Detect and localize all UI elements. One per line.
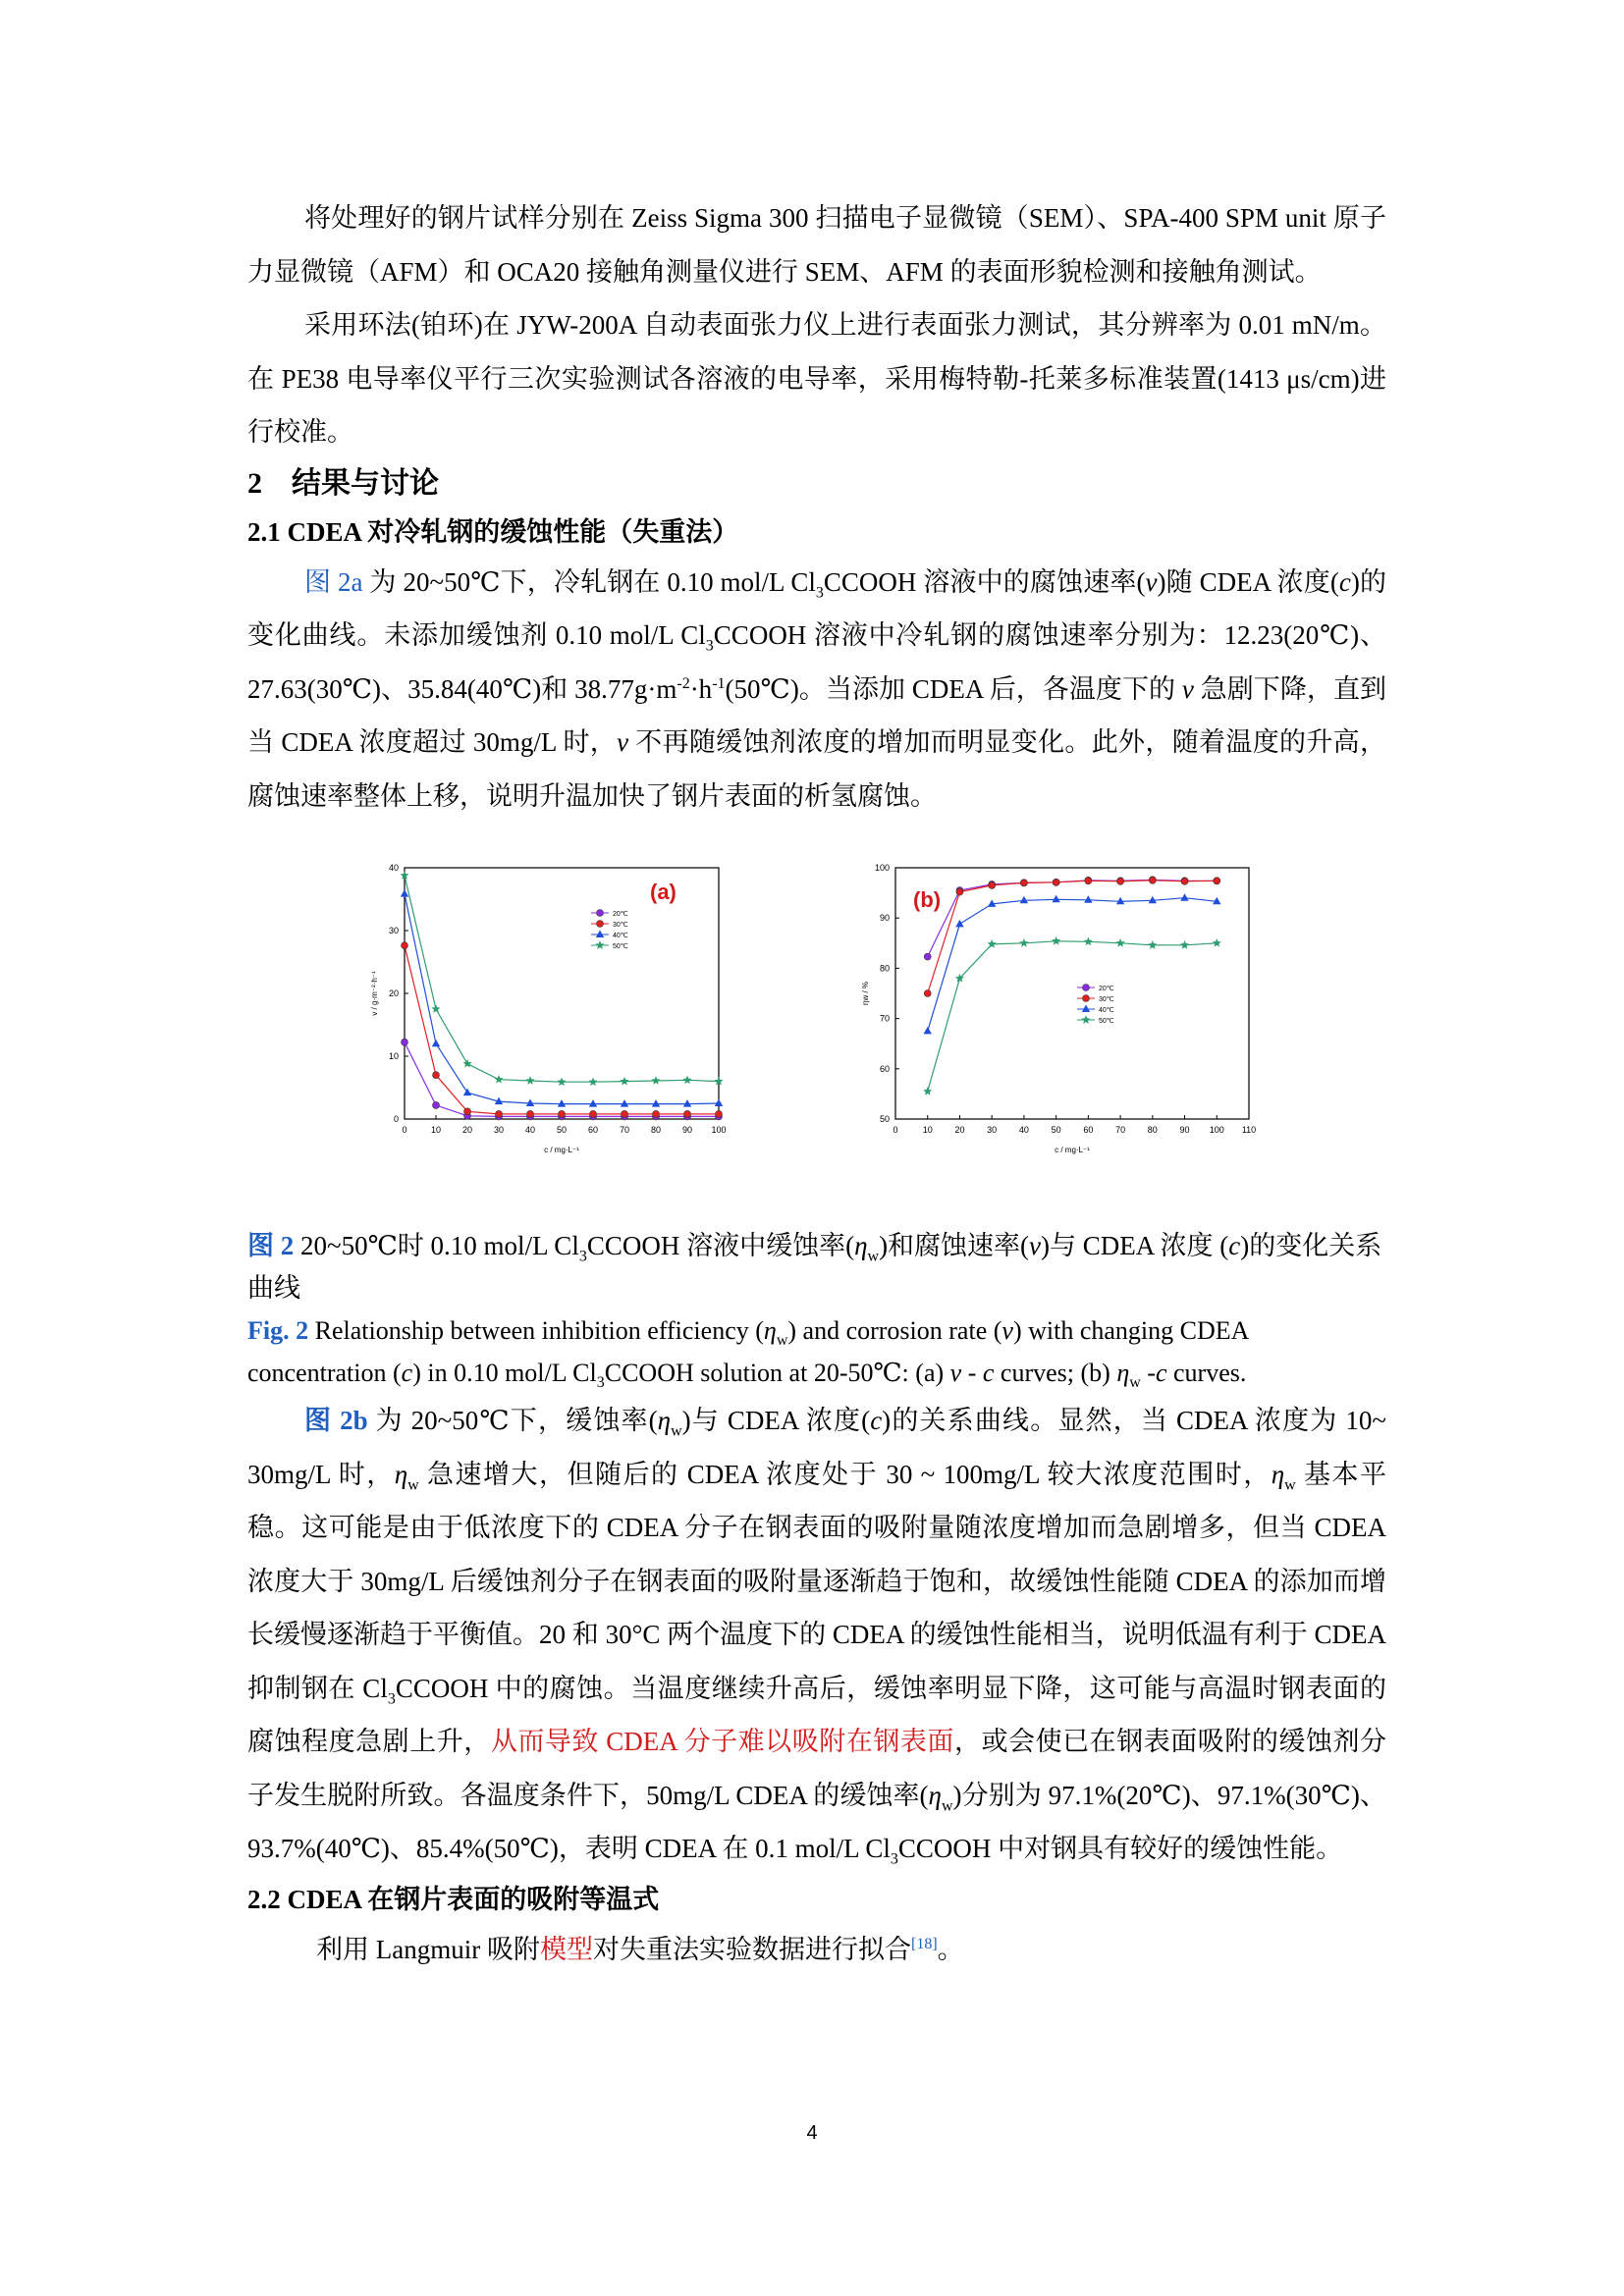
data-point xyxy=(494,1075,503,1084)
data-point xyxy=(651,1076,660,1085)
data-point xyxy=(402,942,408,949)
legend-marker xyxy=(1081,1015,1090,1024)
data-point xyxy=(433,1101,440,1108)
y-axis-label: v / g·m⁻²·h⁻¹ xyxy=(370,971,379,1016)
page-content xyxy=(247,191,1386,1976)
data-point xyxy=(496,1110,503,1117)
legend xyxy=(1077,985,1114,1026)
series-line-40℃ xyxy=(405,894,719,1104)
data-point xyxy=(989,881,996,888)
data-point xyxy=(653,1110,660,1117)
x-tick-label: 50 xyxy=(556,1125,568,1135)
legend-label: 20℃ xyxy=(1099,986,1114,992)
section-heading-results: 2 结果与讨论 xyxy=(247,466,439,500)
data-point xyxy=(1116,897,1124,905)
figure-caption-en: Fig. 2 Relationship between inhibition efficiency $(\eta_w)$ and corrosion rate (v) with changing CDEA concentration (c) in 0.10 mol/L $Cl_3CCOOH$ solution at 20-50℃: (a) v - c curves; (b) $\eta_w$ -c curves. xyxy=(247,1316,1248,1392)
y-tick-label: 60 xyxy=(879,1063,890,1074)
y-tick-label: 90 xyxy=(879,913,890,924)
data-point xyxy=(652,1099,660,1107)
data-point xyxy=(588,1077,597,1086)
legend-marker xyxy=(597,910,604,917)
data-point xyxy=(462,1059,471,1068)
paragraph-corrosion-rate: 图 2a 为 20~50℃下，冷轧钢在 0.10 mol/L $Cl_3CCOOH$ 溶液中的腐蚀速率(v)随 CDEA 浓度(c)的变化曲线。未添加缓蚀剂 0.10 mol/L $Cl_3CCOOH$ 溶液中冷轧钢的腐蚀速率分别为：12.23(20℃)、27.63(30℃)、35.84(40℃)和 $38.77g\cdot m^{-2}\cdot h^{-1}(50℃)$。当添加 CDEA 后，各温度下的 v 急剧下降，直到当 CDEA 浓度超过 30mg/L 时，v 不再随缓蚀剂浓度的增加而明显变化。此外，随着温度的升高，腐蚀速率整体上移，说明升温加快了钢片表面的析氢腐蚀。 xyxy=(247,566,1387,811)
x-tick-label: 20 xyxy=(954,1125,965,1135)
highlighted-text: 从而导致 CDEA 分子难以吸附在钢表面 xyxy=(490,1727,954,1756)
data-point xyxy=(402,1039,408,1045)
data-point xyxy=(525,1076,534,1085)
data-point xyxy=(715,1099,723,1107)
data-point xyxy=(589,1099,597,1107)
x-tick-label: 70 xyxy=(619,1125,630,1135)
data-point xyxy=(684,1110,691,1117)
x-tick-label: 100 xyxy=(711,1125,727,1135)
data-point xyxy=(924,953,931,960)
legend-label: 50℃ xyxy=(613,943,628,950)
series-line-30℃ xyxy=(928,881,1218,993)
legend-marker xyxy=(1082,1005,1090,1013)
x-tick-label: 90 xyxy=(1179,1125,1190,1135)
data-point xyxy=(1019,938,1028,947)
figure-caption-cn: 图 2 20~50℃时 0.10 mol/L $Cl_3CCOOH$ 溶液中缓蚀率$(\eta_w)$和腐蚀速率(v)与 CDEA 浓度 (c)的变化关系曲线 xyxy=(247,1231,1382,1303)
data-point xyxy=(955,920,963,928)
x-tick-label: 110 xyxy=(1241,1125,1257,1135)
data-point xyxy=(1084,936,1093,945)
y-tick-label: 50 xyxy=(879,1114,890,1124)
y-tick-label: 30 xyxy=(388,926,399,935)
data-point xyxy=(431,1004,440,1013)
data-point xyxy=(1020,896,1028,904)
x-tick-label: 0 xyxy=(402,1125,407,1135)
series-line-30℃ xyxy=(405,945,719,1114)
y-axis-label: ηw / % xyxy=(861,981,870,1006)
data-point xyxy=(1180,940,1189,949)
subsection-heading-2-2: 2.2 CDEA 在钢片表面的吸附等温式 xyxy=(247,1884,660,1914)
data-point xyxy=(1084,895,1092,903)
data-point xyxy=(1085,878,1092,884)
data-point xyxy=(559,1110,566,1117)
data-point xyxy=(590,1110,597,1117)
data-point xyxy=(527,1110,534,1117)
data-point xyxy=(1214,878,1220,884)
y-tick-label: 70 xyxy=(879,1013,890,1024)
legend-marker xyxy=(596,931,604,938)
x-tick-label: 20 xyxy=(461,1125,473,1135)
data-point xyxy=(924,1027,932,1035)
data-point xyxy=(621,1099,628,1107)
data-point xyxy=(1020,880,1027,886)
data-point xyxy=(464,1108,471,1115)
legend-label: 50℃ xyxy=(1099,1018,1114,1025)
x-tick-label: 40 xyxy=(524,1125,536,1135)
legend-label: 30℃ xyxy=(1099,996,1114,1003)
x-tick-label: 60 xyxy=(1083,1125,1094,1135)
x-tick-label: 40 xyxy=(1018,1125,1029,1135)
x-tick-label: 10 xyxy=(922,1125,933,1135)
legend-label: 20℃ xyxy=(613,911,628,918)
data-point xyxy=(1053,879,1059,885)
data-point xyxy=(716,1110,723,1117)
legend-label: 30℃ xyxy=(613,922,628,929)
paragraph-surface-tension: 采用环法(铂环)在 JYW-200A 自动表面张力仪上进行表面张力测试，其分辨率为 0.01 mN/m。在 PE38 电导率仪平行三次实验测试各溶液的电导率，采用梅特勒-托莱多标准装置(1413 μs/cm)进行校准。 xyxy=(247,310,1386,447)
legend-marker xyxy=(1083,995,1090,1002)
panel-label: (a) xyxy=(650,880,677,904)
x-tick-label: 30 xyxy=(987,1125,998,1135)
x-tick-label: 80 xyxy=(1147,1125,1158,1135)
x-tick-label: 70 xyxy=(1115,1125,1126,1135)
x-axis-label: c / mg·L⁻¹ xyxy=(544,1146,579,1154)
chart-a xyxy=(365,844,738,1168)
x-axis-label: c / mg·L⁻¹ xyxy=(1055,1146,1090,1154)
data-point xyxy=(432,1040,440,1047)
page-number: 4 xyxy=(806,2122,818,2144)
x-tick-label: 90 xyxy=(681,1125,693,1135)
data-point xyxy=(682,1076,691,1085)
y-tick-label: 80 xyxy=(879,963,890,974)
legend-label: 40℃ xyxy=(613,933,628,939)
data-point xyxy=(1052,936,1060,945)
data-point xyxy=(620,1077,628,1086)
legend-marker xyxy=(597,921,604,928)
data-point xyxy=(1180,893,1188,901)
x-tick-label: 50 xyxy=(1051,1125,1061,1135)
series-line-50℃ xyxy=(928,941,1218,1092)
series-line-50℃ xyxy=(405,876,719,1082)
data-point xyxy=(924,990,931,997)
data-point xyxy=(1149,877,1156,883)
legend xyxy=(591,910,628,951)
legend-marker xyxy=(1083,985,1090,991)
legend-marker xyxy=(595,940,604,949)
y-tick-label: 100 xyxy=(874,863,890,873)
x-tick-label: 80 xyxy=(650,1125,662,1135)
y-tick-label: 0 xyxy=(393,1114,399,1124)
figure-2 xyxy=(247,842,1386,1225)
x-tick-label: 60 xyxy=(587,1125,599,1135)
plot-frame xyxy=(895,868,1249,1119)
data-point xyxy=(1117,878,1124,884)
data-point xyxy=(1052,895,1059,903)
y-tick-label: 40 xyxy=(388,863,399,873)
y-tick-label: 10 xyxy=(388,1051,399,1061)
data-point xyxy=(557,1077,566,1086)
legend-label: 40℃ xyxy=(1099,1007,1114,1014)
data-point xyxy=(433,1072,440,1079)
x-tick-label: 10 xyxy=(430,1125,442,1135)
x-tick-label: 100 xyxy=(1209,1125,1224,1135)
data-point xyxy=(956,888,963,895)
x-tick-label: 0 xyxy=(893,1125,898,1135)
data-point xyxy=(401,889,408,897)
data-point xyxy=(1181,878,1188,884)
data-point xyxy=(463,1089,471,1096)
panel-label: (b) xyxy=(913,887,942,912)
paragraph-instruments: 将处理好的钢片试样分别在 Zeiss Sigma 300 扫描电子显微镜（SEM）、SPA-400 SPM unit 原子力显微镜（AFM）和 OCA20 接触角测量仪进行 SEM、AFM 的表面形貌检测和接触角测试。 xyxy=(247,203,1386,287)
x-tick-label: 30 xyxy=(493,1125,505,1135)
paragraph-langmuir: 利用 Langmuir 吸附模型对失重法实验数据进行拟合[18]。 xyxy=(316,1934,964,1964)
data-point xyxy=(1116,938,1125,947)
chart-b xyxy=(856,844,1269,1168)
data-point xyxy=(1148,940,1157,949)
data-point xyxy=(558,1099,566,1107)
subsection-heading-2-1: 2.1 CDEA 对冷轧钢的缓蚀性能（失重法） xyxy=(247,516,739,547)
data-point xyxy=(1213,938,1221,947)
paragraph-inhibition-efficiency: 图 2b 为 20~50℃下，缓蚀率$(\eta_w)$与 CDEA 浓度(c)的关系曲线。显然，当 CDEA 浓度为 10~ 30mg/L 时，$\eta_w$ 急速增大，但随后的 CDEA 浓度处于 30 ~ 100mg/L 较大浓度范围时，$\eta_w$ 基本平稳。这可能是由于低浓度下的 CDEA 分子在钢表面的吸附量随浓度增加而急剧增多，但当 CDEA 浓度大于 30mg/L 后缓蚀剂分子在钢表面的吸附量逐渐趋于饱和，故缓蚀性能随 CDEA 的添加而增长缓慢逐渐趋于平衡值。20 和 30°C 两个温度下的 CDEA 的缓蚀性能相当，说明低温有利于 CDEA 抑制钢在 $Cl_3CCOOH$ 中的腐蚀。当温度继续升高后，缓蚀率明显下降，这可能与高温时钢表面的腐蚀程度急剧上升，从而导致 CDEA 分子难以吸附在钢表面，或会使已在钢表面吸附的缓蚀剂分子发生脱附所致。各温度条件下，50mg/L CDEA 的缓蚀率$(\eta_w)$分别为 97.1%(20℃)、97.1%(30℃)、93.7%(40℃)、85.4%(50℃)，表明 CDEA 在 0.1 mol/L $Cl_3CCOOH$ 中对钢具有较好的缓蚀性能。 xyxy=(247,1406,1387,1868)
citation-18[interactable]: [18] xyxy=(910,1935,938,1952)
series-line-40℃ xyxy=(928,898,1218,1032)
data-point xyxy=(923,1087,932,1095)
y-tick-label: 20 xyxy=(388,988,399,998)
figure-ref-2b[interactable]: 图 2b xyxy=(304,1406,368,1435)
data-point xyxy=(622,1110,628,1117)
data-point xyxy=(683,1099,691,1107)
figure-ref-2a[interactable]: 图 2a xyxy=(304,566,363,597)
